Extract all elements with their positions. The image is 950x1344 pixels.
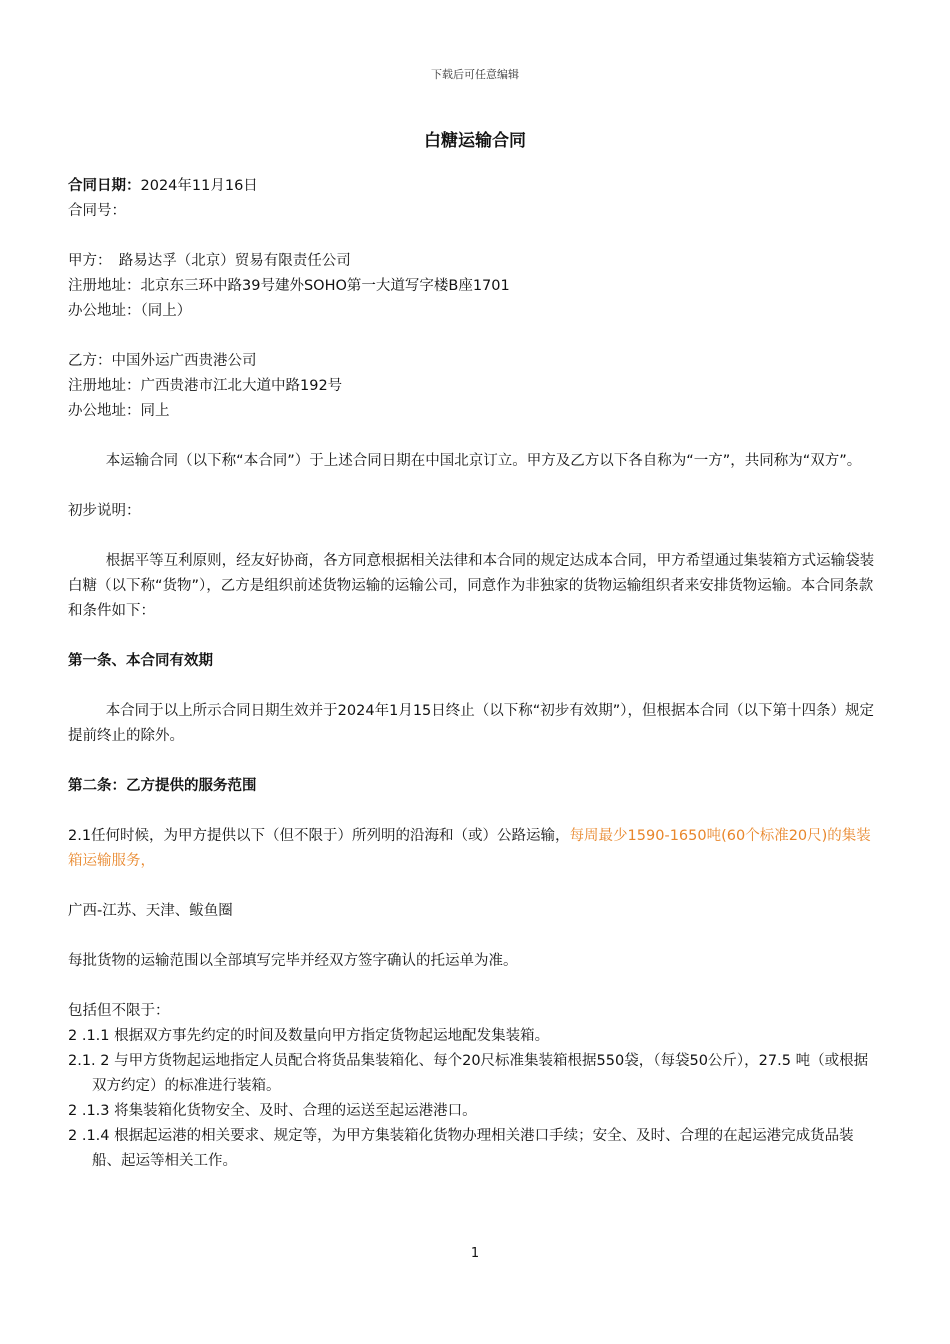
contract-number-label: 合同号： xyxy=(68,203,126,219)
preliminary-paragraph: 根据平等互利原则，经友好协商，各方同意根据相关法律和本合同的规定达成本合同，甲方希望通过集装箱方式运输袋装白糖（以下称“货物”），乙方是组织前述货物运输的运输公司，同意作为非独家的货物运输组织者来安排货物运输。本合同条款和条件如下： xyxy=(68,553,875,619)
contract-date-label: 合同日期： xyxy=(68,178,141,194)
list-item: 2 .1.1 根据双方事先约定的时间及数量向甲方指定货物起运地配发集装箱。 xyxy=(68,1028,550,1044)
article1-paragraph: 本合同于以上所示合同日期生效并于2024年1月15日终止（以下称“初步有效期”），但根据本合同（以下第十四条）规定提前终止的除外。 xyxy=(68,703,875,744)
article1-heading: 第一条、本合同有效期 xyxy=(68,653,213,669)
party-a-name: 甲方： 路易达孚（北京）贸易有限责任公司 xyxy=(68,253,351,269)
contract-date-value: 2024年11月16日 xyxy=(140,178,258,194)
contract-date xyxy=(68,174,882,199)
scope-note: 每批货物的运输范围以全部填写完毕并经双方签字确认的托运单为准。 xyxy=(68,953,518,969)
intro-paragraph: 本运输合同（以下称“本合同”）于上述合同日期在中国北京订立。甲方及乙方以下各自称为“一方”，共同称为“双方”。 xyxy=(105,453,862,469)
page-number: 1 xyxy=(470,1246,480,1261)
clause-2-1 xyxy=(68,824,882,874)
list-item: 2 .1.4 根据起运港的相关要求、规定等，为甲方集装箱化货物办理相关港口手续；安全、及时、合理的在起运港完成货品装船、起运等相关工作。 xyxy=(68,1128,854,1169)
list-item: 2 .1.3 将集装箱化货物安全、及时、合理的运送至起运港港口。 xyxy=(68,1103,477,1119)
preliminary-heading: 初步说明： xyxy=(68,503,141,519)
header-note: 下载后可任意编辑 xyxy=(431,68,519,81)
document-body xyxy=(68,174,882,1174)
party-b-name: 乙方：中国外运广西贵港公司 xyxy=(68,353,257,369)
clause-2-1-text: 2.1任何时候，为甲方提供以下（但不限于）所列明的沿海和（或）公路运输， xyxy=(68,828,570,844)
party-a-registered-address: 注册地址：北京东三环中路39号建外SOHO第一大道写字楼B座1701 xyxy=(68,278,510,294)
party-b-registered-address: 注册地址：广西贵港市江北大道中路192号 xyxy=(68,378,343,394)
clause-2-1-highlight: 每周最少1590-1650吨(60个标准20尺)的集装箱运输服务， xyxy=(68,828,871,869)
party-a-office-address: 办公地址：（同上） xyxy=(68,303,192,319)
list-item: 2.1. 2 与甲方货物起运地指定人员配合将货品集装箱化、每个20尺标准集装箱根据550袋，（每袋50公斤），27.5 吨（或根据双方约定）的标准进行装箱。 xyxy=(68,1053,869,1094)
document-title: 白糖运输合同 xyxy=(424,131,526,151)
route-line: 广西-江苏、天津、鲅鱼圈 xyxy=(68,903,233,919)
article2-heading: 第二条：乙方提供的服务范围 xyxy=(68,778,257,794)
party-b-office-address: 办公地址：同上 xyxy=(68,403,170,419)
including-heading: 包括但不限于： xyxy=(68,1003,170,1019)
